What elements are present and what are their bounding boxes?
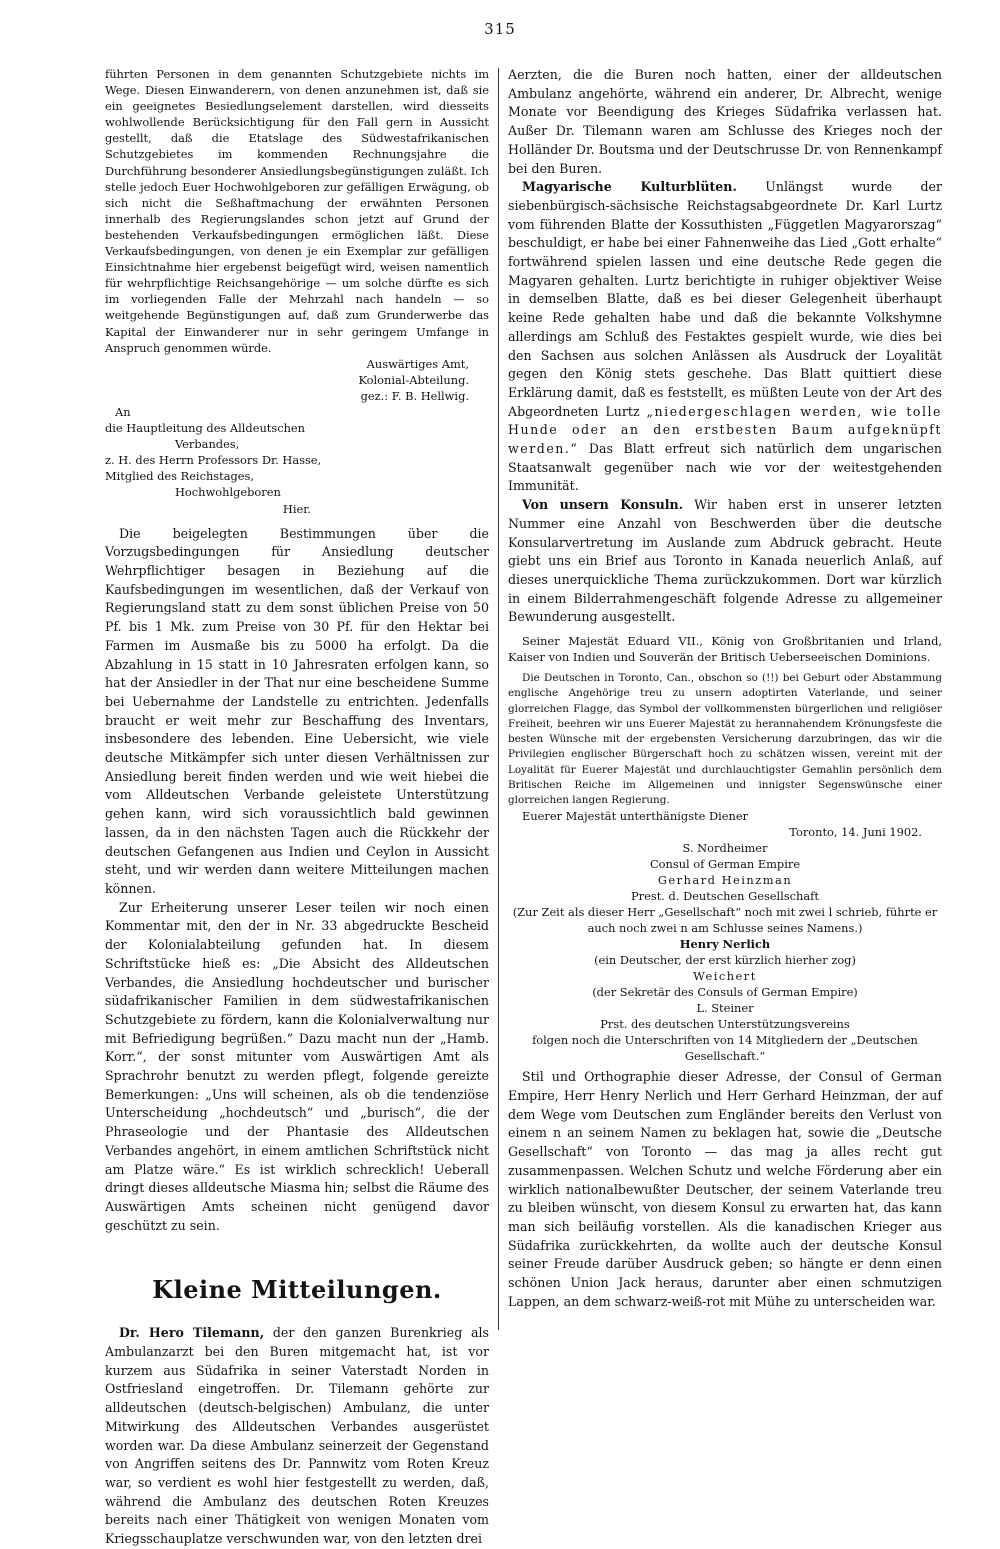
tilemann-text: der den ganzen Burenkrieg als Ambulanzarzt bei den Buren mitgemacht hat, ist vor kurzem aus Südafrika in seiner Vaterstadt Norden in Ostfriesland eingetroffen. Dr. Tilemann gehörte zur alldeutschen (deutsch-belgischen) Ambulanz, die unter Mitwirkung des Alldeutschen Verbandes ausgerüstet worden war. Da diese Ambulanz seinerzeit der Gegenstand von Angriffen seitens des Dr. Pannwitz vom Roten Kreuz war, so verdient es wohl hier festgestellt zu werden, daß, während die Ambulanz des deutschen Roten Kreuzes bereits nach einer Thätigkeit von wenigen Monaten vom Kriegsschauplatze verschwunden war, von den letzten drei xyxy=(105,1325,489,1547)
address-line: An xyxy=(115,404,131,419)
signature-note: folgen noch die Unterschriften von 14 Mitgliedern der „Deutschen Gesellschaft.“ xyxy=(532,1033,918,1064)
signature-line: L. Steiner xyxy=(696,1001,754,1016)
paragraph-konsuln xyxy=(508,496,942,627)
address-line: z. H. des Herrn Professors Dr. Hasse, xyxy=(105,453,322,468)
column-divider xyxy=(498,68,499,1330)
letter-address xyxy=(105,404,489,517)
address-heading: Seiner Majestät Eduard VII., König von Großbritanien und Irland, Kaiser von Indien und Souverän der Britisch Ueberseeischen Dominions. xyxy=(508,634,942,665)
loyal-address-text: Die Deutschen in Toronto, Can., obschon so (!!) bei Geburt oder Abstammung englische Angehörige treu zu unsern adoptirten Vaterlande, und seiner glorreichen Flagge, das Symbol der vollkommensten bürgerlichen und religiöser Freiheit, beehren wir uns Euerer Majestät zu herannahendem Krönungsfeste die besten Wünsche mit der ergebensten Versicherung darzubringen, das wir die Privilegien englischer Bürgerschaft hoch zu schätzen wissen, vereint mit der Loyalität für Euerer Majestät und durchlauchtigster Gemahlin persönlich dem Britischen Reiche im Allgemeinen und innigster Segenswünsche einer glorreichen langen Regierung. xyxy=(508,672,942,806)
signature-line: Weichert xyxy=(693,969,757,984)
signature-name: gez.: F. B. Hellwig. xyxy=(360,388,469,403)
address-line: Mitglied des Reichstages, xyxy=(105,469,255,484)
magyar-end: Das Blatt erfreut sich natürlich dem ungarischen Staatsanwalt gegenüber nach wie vor der weitestgehenden Immunität. xyxy=(508,441,943,494)
signature-note: (ein Deutscher, der erst kürzlich hierher zog) xyxy=(594,953,856,968)
letter-body: führten Personen in dem genannten Schutzgebiete nichts im Wege. Diesen Einwanderern, von denen anzunehmen ist, daß sie ein geeignetes Besiedlungselement darstellen, wird diesseits wohlwollende Berücksichtigung für den Fall gern in Aussicht gestellt, daß die Etatslage des Südwestafrikanischen Schutzgebietes im kommenden Rechnungsjahre die Durchführung besonderer Ansiedlungsbegünstigungen zuläßt. Ich stelle jedoch Euer Hochwohlgeboren zur gefälligen Erwägung, ob sich nicht die Seßhaftmachung der erwähnten Personen innerhalb des Regierungslandes schon jetzt auf Grund der bestehenden Verkaufsbedingungen ermöglichen läßt. Diese Verkaufsbedingungen, von denen je ein Exemplar zur gefälligen Einsichtnahme hier ergebenst beigefügt wird, weisen namentlich für wehrpflichtige Reichsangehörige — um solche dürfte es sich im vorliegenden Falle der Mehrzahl nach handeln — so weitgehende Begünstigungen auf, daß zum Grunderwerbe das Kapital der Einwanderer nur in sehr geringem Umfange in Anspruch genommen würde. xyxy=(105,67,489,355)
signature-note: (Zur Zeit als dieser Herr „Gesellschaft“ noch mit zwei l schrieb, führte er auch noch zwei n am Schlusse seines Namens.) xyxy=(512,905,938,936)
paragraph-conditions: Die beigelegten Bestimmungen über die Vorzugsbedingungen für Ansiedlung deutscher Wehrpflichtiger besagen in Beziehung auf die Kaufsbedingungen im wesentlichen, daß der Verkauf von Regierungsland statt zu dem sonst üblichen Preise von 50 Pf. bis 1 Mk. zum Preise von 30 Pf. für den Hektar bei Farmen im Ausmaße bis zu 5000 ha erfolgt. Da die Abzahlung in 15 statt in 10 Jahresraten erfolgen kann, so hat der Ansiedler in der That nur eine bescheidene Summe bei Uebernahme der Landstelle zu entrichten. Jedenfalls braucht er weit mehr zur Beschaffung des Inventars, insbesondere des lebenden. Eine Uebersicht, wie viele deutsche Mitkämpfer sich unter diesen Verhältnissen zur Ansiedlung bereit finden werden und wie weit hiebei die vom Alldeutschen Verbande geleistete Unterstützung gehen kann, wird sich voraussichtlich bald gewinnen lassen, da in den nächsten Tagen auch die Rückkehr der deutschen Gefangenen aus Indien und Ceylon in Aussicht steht, und wir werden dann weitere Mitteilungen machen können. xyxy=(105,525,489,896)
section-heading: Kleine Mitteilungen. xyxy=(152,1275,442,1305)
place-date: Toronto, 14. Juni 1902. xyxy=(789,825,922,840)
signature-line: Consul of German Empire xyxy=(649,857,801,872)
right-column xyxy=(508,66,942,1328)
tilemann-lead: Dr. Hero Tilemann, xyxy=(119,1325,265,1341)
signature-line: S. Nordheimer xyxy=(682,841,768,856)
signature-line: Prest. d. Deutschen Gesellschaft xyxy=(631,889,819,904)
paragraph-tilemann xyxy=(105,1324,489,1548)
magyar-quote: „niedergeschlagen werden, wie tolle Hunde oder an den erstbesten Baum aufgeknüpft werden.“ xyxy=(508,403,942,457)
konsuln-text: Wir haben erst in unserer letzten Nummer eine Anzahl von Beschwerden über die deutsche Konsularvertretung im Auslande zum Abdruck gebracht. Heute giebt uns ein Brief aus Toronto in Kanada neuerlich Anlaß, auf dieses unerquickliche Thema zurückzukommen. Dort war kürzlich in einem Bilderrahmengeschäft folgende Adresse zu allgemeiner Bewunderung ausgestellt. xyxy=(508,497,942,625)
signature-line: Gerhard Heinzman xyxy=(657,873,793,888)
address-line: Verbandes, xyxy=(175,437,240,452)
servant-line: Euerer Majestät unterthänigste Diener xyxy=(522,809,749,824)
signature-note: (der Sekretär des Consuls of German Empire) xyxy=(592,985,858,1000)
konsuln-lead: Von unsern Konsuln. xyxy=(522,497,684,513)
signature-office: Auswärtiges Amt, xyxy=(366,356,469,371)
paragraph-closing: Stil und Orthographie dieser Adresse, der Consul of German Empire, Herr Henry Nerlich und Herr Gerhard Heinzman, der auf dem Wege vom Deutschen zum Engländer bereits den Verlust von einem n an seinem Namen zu beklagen hat, sowie die „Deutsche Gesellschaft“ von Toronto — das mag ja alles recht gut zusammenpassen. Welchen Schutz und welche Förderung aber ein wirklich nationalbewußter Deutscher, der seinem Vaterlande treu zu bleiben wünscht, von diesem Konsul zu erwarten hat, das kann man sich beiläufig vorstellen. Als die kanadischen Krieger aus Südafrika zurückkehrten, da wollte auch der deutsche Konsul seiner Freude darüber Ausdruck geben; so hängte er denn einen schönen Union Jack heraus, darunter aber einen schmutzigen Lappen, an dem schwarz-weiß-rot mit Mühe zu unterscheiden war. xyxy=(508,1069,942,1309)
signature-department: Kolonial-Abteilung. xyxy=(358,372,469,387)
page-number: 315 xyxy=(484,20,516,38)
address-line: die Hauptleitung des Alldeutschen xyxy=(105,421,306,436)
address-line: Hochwohlgeboren xyxy=(175,485,281,500)
magyar-lead: Magyarische Kulturblüten. xyxy=(522,179,737,195)
paragraph-magyar xyxy=(508,178,942,496)
paragraph-tilemann-continued: Aerzten, die die Buren noch hatten, einer der alldeutschen Ambulanz angehörte, während ein anderer, Dr. Albrecht, wenige Monate vor Beendigung des Krieges Südafrika verlassen hat. Außer Dr. Tilemann waren am Schlusse des Krieges noch der Holländer Dr. Boutsma und der Deutschrusse Dr. von Rennenkampf bei den Buren. xyxy=(508,67,942,176)
paragraph-commentary: Zur Erheiterung unserer Leser teilen wir noch einen Kommentar mit, den der in Nr. 33 abgedruckte Bescheid der Kolonialabteilung gefunden hat. In diesem Schriftstücke hieß es: „Die Absicht des Alldeutschen Verbandes, die Ansiedlung hochdeutscher und burischer südafrikanischer Familien in dem südwestafrikanischen Schutzgebiete zu fördern, kann die Kolonialverwaltung nur mit Befriedigung begrüßen.“ Dazu macht nun der „Hamb. Korr.“, der sonst mitunter vom Auswärtigen Amt als Sprachrohr benutzt zu werden pflegt, folgende gereizte Bemerkungen: „Uns will scheinen, als ob die tendenziöse Unterscheidung „hochdeutsch“ und „burisch“, die der Phraseologie und der Phantasie des Alldeutschen Verbandes angehört, in einem amtlichen Schriftstück nicht am Platze wäre.“ Es ist wirklich schrecklich! Ueberall dringt dieses alldeutsche Miasma hin; selbst die Räume des Auswärtigen Amts scheinen nicht genügend davor geschützt zu sein. xyxy=(105,899,489,1233)
signature-line: Henry Nerlich xyxy=(679,937,771,952)
address-line: Hier. xyxy=(282,501,312,516)
magyar-text: Unlängst wurde der siebenbürgisch-sächsische Reichstagsabgeordnete Dr. Karl Lurtz vom führenden Blatte der Kossuthisten „Független Magyarorszag“ beschuldigt, er habe bei einer Fahnenweihe das Lied „Gott erhalte“ fortwährend spielen lassen und eine deutsche Rede gegen die Magyaren gehalten. Lurtz berichtigte in ruhiger objektiver Weise in demselben Blatte, daß es bei dieser Gelegenheit überhaupt keine Rede gehalten habe und daß die bekannte Volkshymne allerdings am Schluß des Festaktes gespielt wurde, wie dies bei den Sachsen aus solchen Anlässen als Ausdruck der Loyalität gegen den König stets geschehe. Das Blatt quittiert diese Erklärung damit, daß es feststellt, es müßten Leute von der Art des Abgeordneten Lurtz xyxy=(508,179,942,419)
signature-line: Prst. des deutschen Unterstützungsvereins xyxy=(600,1017,850,1032)
signature-block xyxy=(508,840,942,1064)
left-column xyxy=(105,66,489,1547)
